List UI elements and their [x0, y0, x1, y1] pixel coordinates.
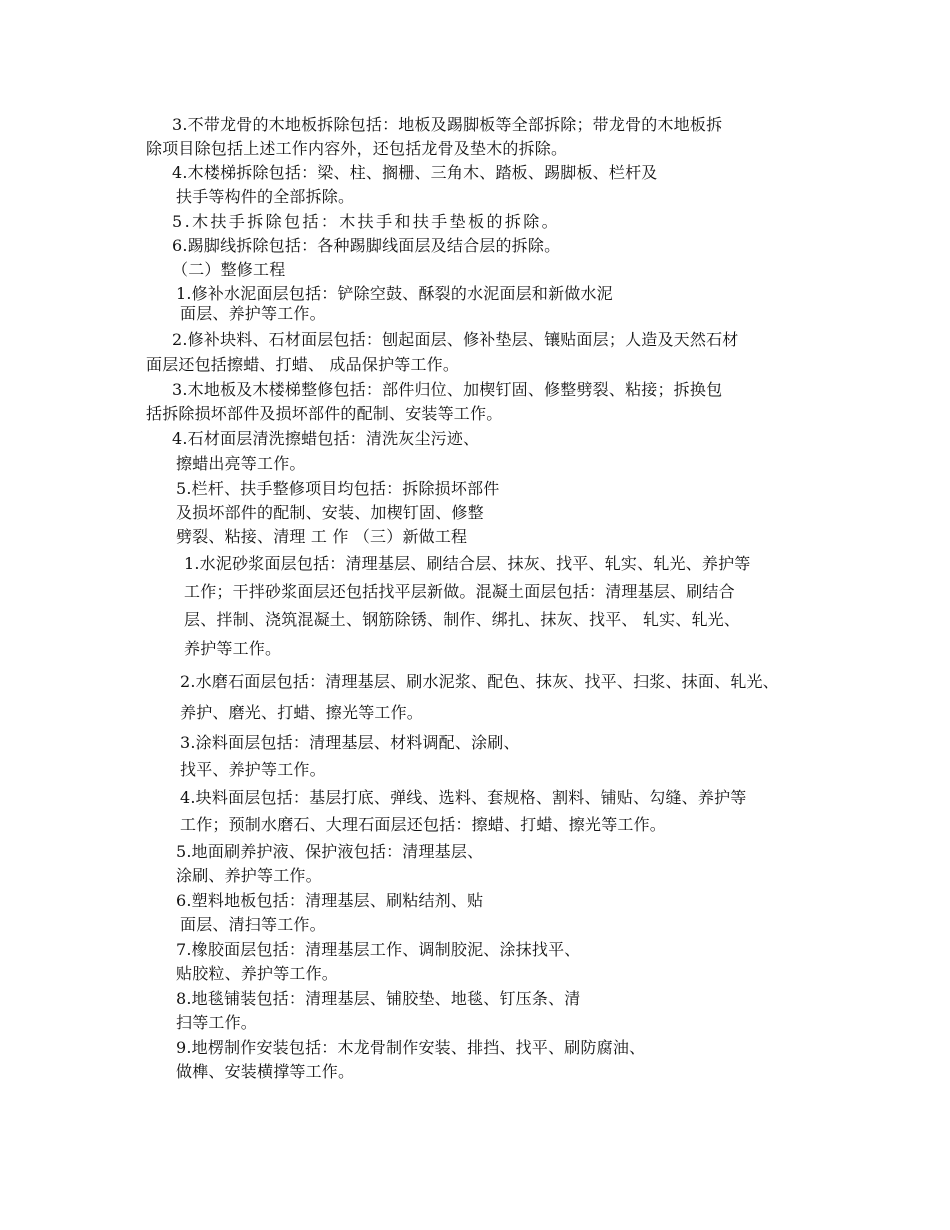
- text-line: 工作；干拌砂浆面层还包括找平层新做。混凝土面层包括：清理基层、刷结合: [184, 582, 735, 601]
- text-line: 找平、养护等工作。: [180, 760, 326, 779]
- text-line: 贴胶粒、养护等工作。: [176, 964, 339, 983]
- text-line: 养护、磨光、打蜡、擦光等工作。: [180, 703, 424, 722]
- text-line: 括拆除损坏部件及损坏部件的配制、安装等工作。: [146, 404, 503, 423]
- text-line: 养护等工作。: [184, 639, 282, 658]
- text-line: 除项目除包括上述工作内容外，还包括龙骨及垫木的拆除。: [146, 139, 568, 158]
- text-line: 4.木楼梯拆除包括：梁、柱、搁栅、三角木、踏板、踢脚板、栏杆及: [172, 163, 658, 182]
- text-line: 涂刷、养护等工作。: [176, 866, 322, 885]
- text-line: 2.水磨石面层包括：清理基层、刷水泥浆、配色、抹灰、找平、扫浆、抹面、轧光、: [180, 672, 779, 691]
- text-line: 及损坏部件的配制、安装、加楔钉固、修整: [176, 503, 484, 522]
- text-line: 擦蜡出亮等工作。: [176, 454, 306, 473]
- text-line: 5.地面刷养护液、保护液包括：清理基层、: [176, 842, 484, 861]
- text-line: 3.木地板及木楼梯整修包括：部件归位、加楔钉固、修整劈裂、粘接；拆换包: [172, 380, 723, 399]
- text-line: 4.块料面层包括：基层打底、弹线、选料、套规格、割料、铺贴、勾缝、养护等: [180, 788, 747, 807]
- text-line: 1.水泥砂浆面层包括：清理基层、刷结合层、抹灰、找平、轧实、轧光、养护等: [184, 554, 751, 573]
- text-line: 6.踢脚线拆除包括：各种踢脚线面层及结合层的拆除。: [172, 236, 561, 255]
- text-line: 面层、清扫等工作。: [180, 915, 326, 934]
- text-line: 8.地毯铺装包括：清理基层、铺胶垫、地毯、钉压条、清: [176, 989, 581, 1008]
- text-line: 2.修补块料、石材面层包括：刨起面层、修补垫层、镶贴面层；人造及天然石材: [172, 330, 739, 349]
- text-line: 4.石材面层清洗擦蜡包括：清洗灰尘污迹、: [172, 429, 480, 448]
- text-line: 面层还包括擦蜡、打蜡、 成品保护等工作。: [146, 355, 460, 374]
- text-line: 9.地楞制作安装包括：木龙骨制作安装、排挡、找平、刷防腐油、: [176, 1038, 646, 1057]
- text-line: 做榫、安装横撑等工作。: [176, 1062, 355, 1081]
- text-line: 3.涂料面层包括：清理基层、材料调配、涂刷、: [180, 733, 520, 752]
- text-line: 7.橡胶面层包括：清理基层工作、调制胶泥、涂抹找平、: [176, 940, 581, 959]
- text-line: 5.木扶手拆除包括：木扶手和扶手垫板的拆除。: [172, 212, 561, 231]
- text-line: 面层、养护等工作。: [180, 304, 326, 323]
- section-heading: （二）整修工程: [172, 260, 286, 279]
- text-line: 劈裂、粘接、清理 工 作 （三）新做工程: [176, 527, 468, 546]
- text-line: 层、拌制、浇筑混凝土、钢筋除锈、制作、绑扎、抹灰、找平、 轧实、轧光、: [184, 610, 741, 629]
- text-line: 扫等工作。: [176, 1013, 258, 1032]
- text-line: 3.不带龙骨的木地板拆除包括：地板及踢脚板等全部拆除；带龙骨的木地板拆: [172, 115, 723, 134]
- text-line: 扶手等构件的全部拆除。: [176, 187, 355, 206]
- text-line: 5.栏杆、扶手整修项目均包括：拆除损坏部件: [176, 479, 500, 498]
- text-line: 工作；预制水磨石、大理石面层还包括：擦蜡、打蜡、擦光等工作。: [180, 815, 667, 834]
- text-line: 1.修补水泥面层包括：铲除空鼓、酥裂的水泥面层和新做水泥: [176, 284, 613, 303]
- text-line: 6.塑料地板包括：清理基层、刷粘结剂、贴: [176, 891, 484, 910]
